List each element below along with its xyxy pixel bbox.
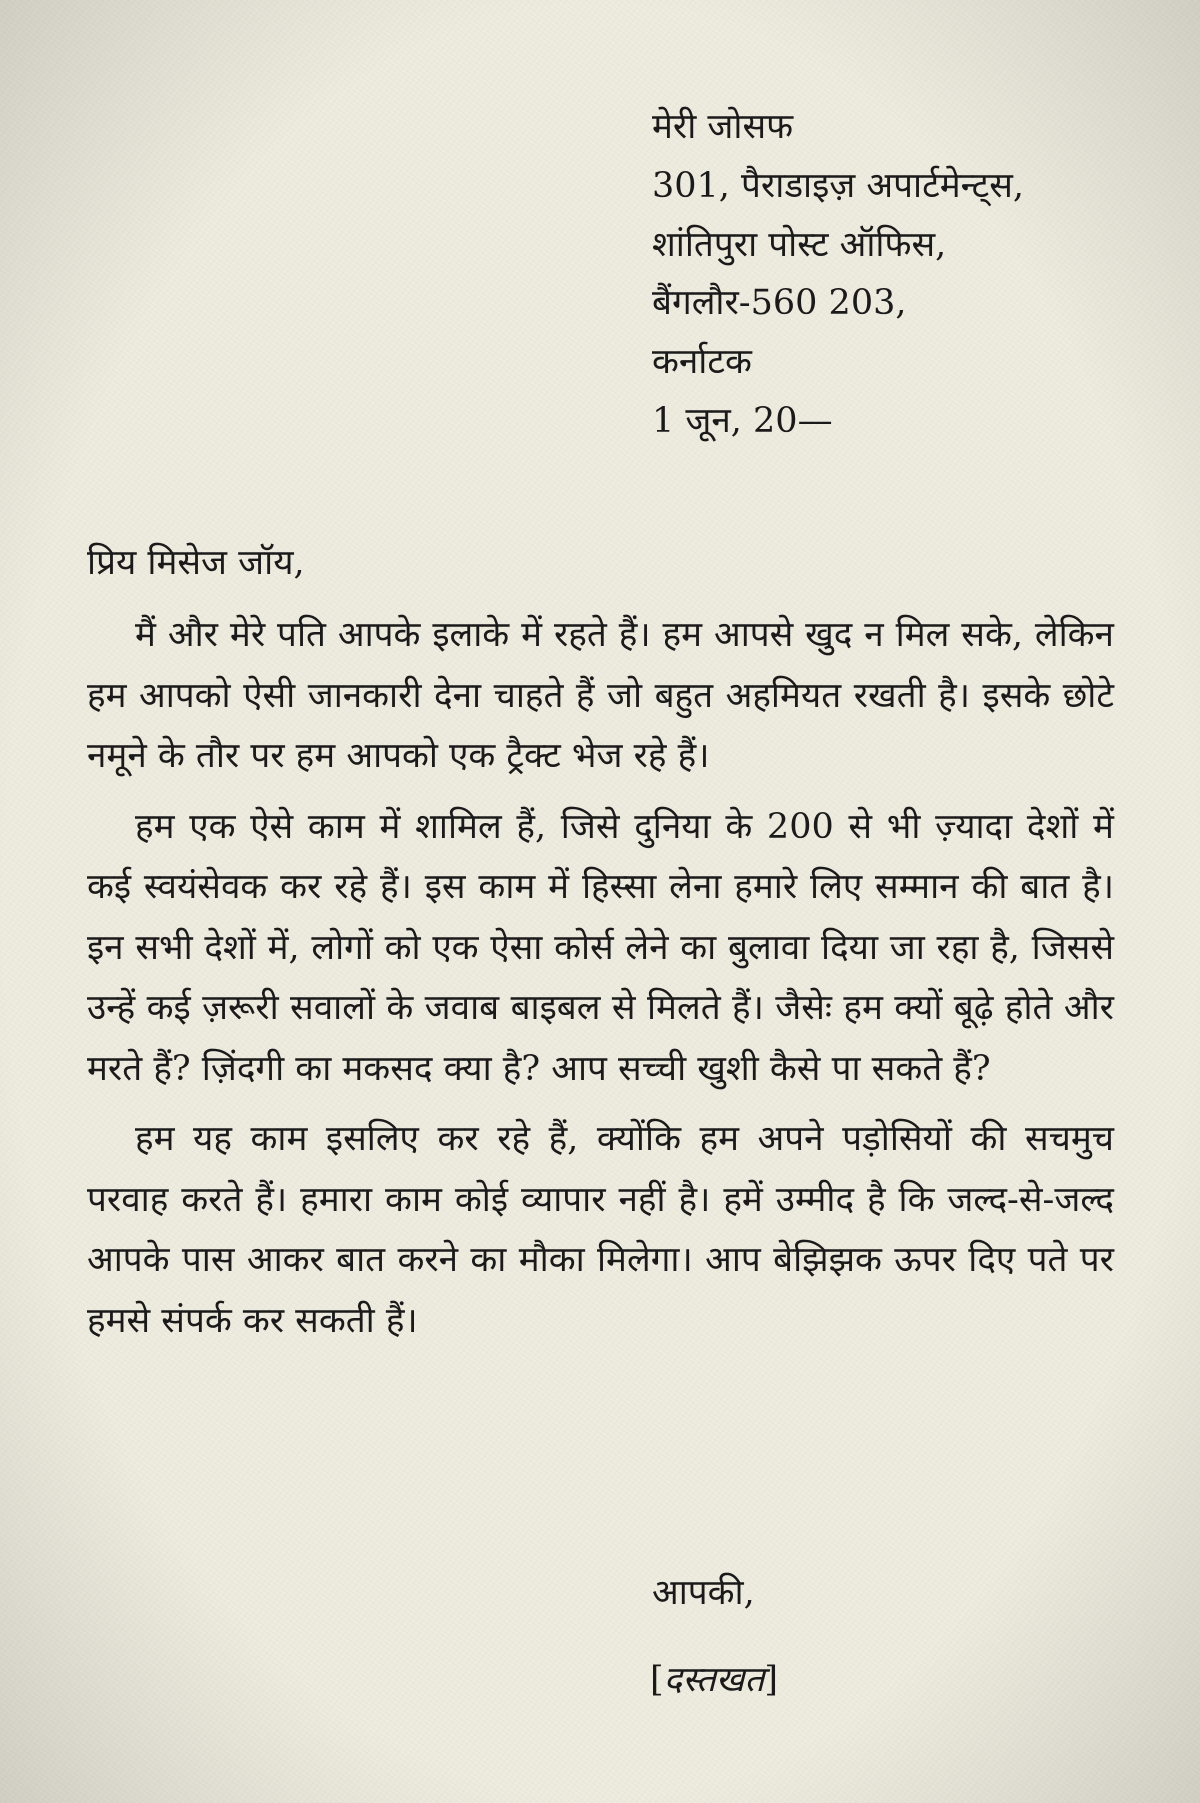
body-paragraph-3: हम यह काम इसलिए कर रहे हैं, क्योंकि हम अपने पड़ोसियों की सचमुच परवाह करते हैं। हमारा काम कोई व्यापार नहीं है। हमें उम्मीद है कि जल्द-से-जल्द आपके पास आकर बात करने का मौका मिलेगा। आप बेझिझक ऊपर दिए पते पर हमसे संपर्क कर सकती हैं। <box>87 1119 1114 1342</box>
body-paragraph-2: हम एक ऐसे काम में शामिल हैं, जिसे दुनिया के 200 से भी ज़्यादा देशों में कई स्वयंसेवक कर रहे हैं। इस काम में हिस्सा लेना हमारे लिए सम्मान की बात है। इन सभी देशों में, लोगों को एक ऐसा कोर्स लेने का बुलावा दिया जा रहा है, जिससे उन्हें कई ज़रूरी सवालों के जवाब बाइबल से मिलते हैं। जैसेः हम क्यों बूढ़े होते और मरते हैं? ज़िंदगी का मकसद क्या है? आप सच्ची खुशी कैसे पा सकते हैं? <box>87 806 1114 1089</box>
salutation: प्रिय मिसेज जॉय, <box>87 543 305 583</box>
letter-body <box>87 605 1114 1362</box>
letter-date: 1 जून, 20— <box>652 400 833 441</box>
signature-bracket-close: ] <box>764 1660 779 1700</box>
signature-bracket-open: [ <box>650 1660 664 1700</box>
body-paragraph-1: मैं और मेरे पति आपके इलाके में रहते हैं। हम आपसे खुद न मिल सके, लेकिन हम आपको ऐसी जानकारी देना चाहते हैं जो बहुत अहमियत रखती है। इसके छोटे नमूने के तौर पर हम आपको एक ट्रैक्ट भेज रहे हैं। <box>87 615 1114 777</box>
sender-address-line-3: बैंगलौर-560 203, <box>652 283 907 324</box>
sender-name: मेरी जोसफ <box>652 107 794 147</box>
signature-placeholder <box>650 1652 778 1708</box>
sender-state: कर्नाटक <box>652 342 752 383</box>
sender-address-block <box>652 98 1024 451</box>
signature-text: दस्तखत <box>663 1660 765 1700</box>
closing: आपकी, <box>652 1573 755 1613</box>
sender-address-line-1: 301, पैराडाइज़ अपार्टमेन्ट्स, <box>652 165 1025 206</box>
sender-address-line-2: शांतिपुरा पोस्ट ऑफिस, <box>652 224 947 265</box>
